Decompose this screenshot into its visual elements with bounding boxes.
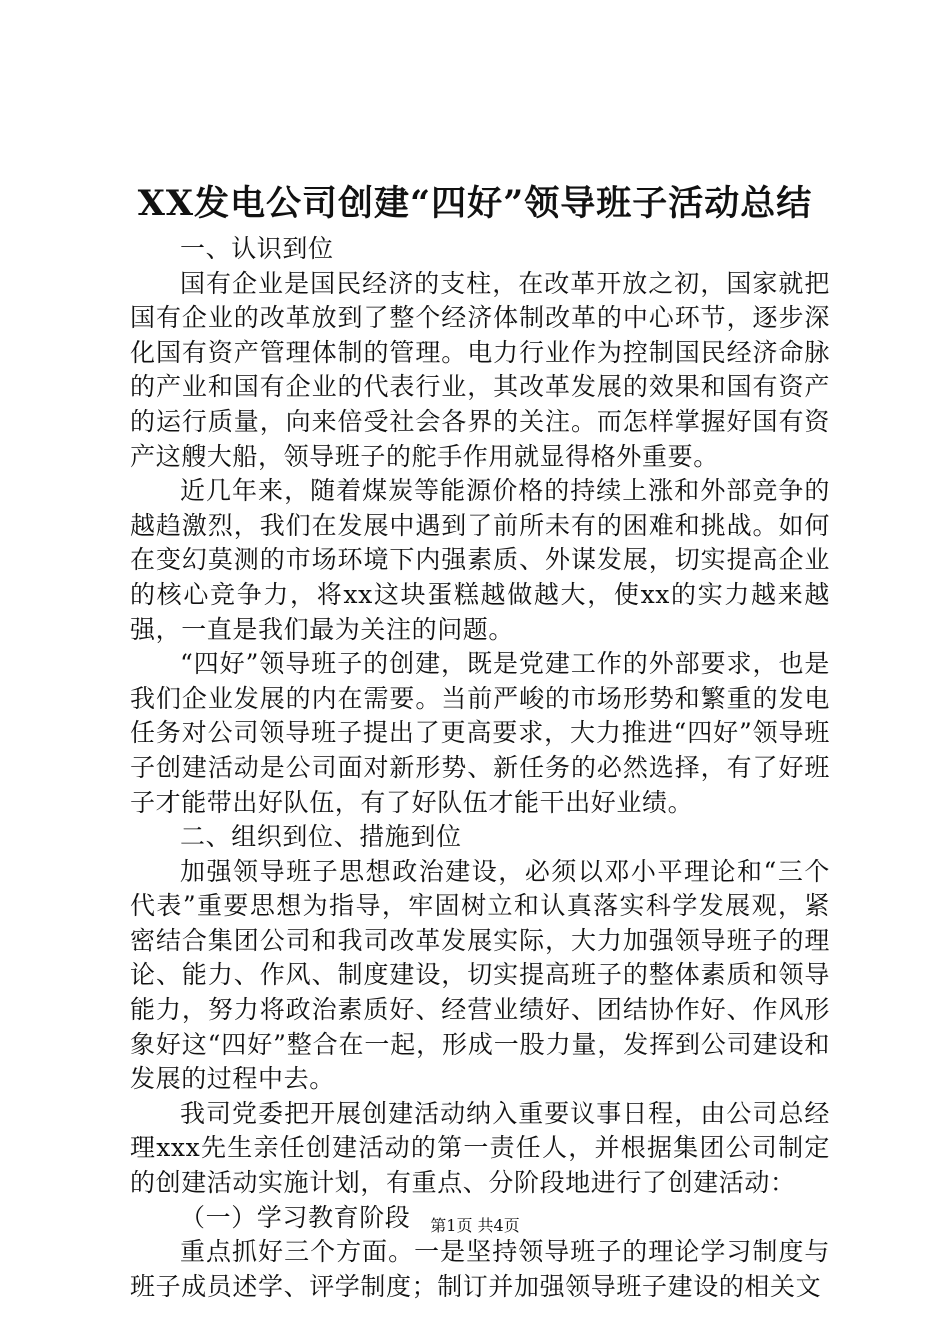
paragraph: 我司党委把开展创建活动纳入重要议事日程，由公司总经理xxx先生亲任创建活动的第一责任人，并根据集团公司制定的创建活动实施计划，有重点、分阶段地进行了创建活动： [130,1098,830,1198]
paragraph: 重点抓好三个方面。一是坚持领导班子的理论学习制度与班子成员述学、评学制度；制订并加强领导班子建设的相关文 [130,1237,830,1301]
document-title: XX发电公司创建“四好”领导班子活动总结 [137,183,813,224]
paragraph: “四好”领导班子的创建，既是党建工作的外部要求，也是我们企业发展的内在需要。当前严峻的市场形势和繁重的发电任务对公司领导班子提出了更高要求，大力推进“四好”领导班子创建活动是公司面对新形势、新任务的必然选择，有了好班子才能带出好队伍，有了好队伍才能干出好业绩。 [130,649,830,817]
document-body [130,232,830,1304]
page-footer: 第1页 共4页 [430,1216,520,1235]
paragraph: 加强领导班子思想政治建设，必须以邓小平理论和“三个代表”重要思想为指导，牢固树立和认真落实科学发展观，紧密结合集团公司和我司改革发展实际，大力加强领导班子的理论、能力、作风、制度建设，切实提高班子的整体素质和领导能力，努力将政治素质好、经营业绩好、团结协作好、作风形象好这“四好”整合在一起，形成一股力量，发挥到公司建设和发展的过程中去。 [130,856,830,1094]
paragraph: 近几年来，随着煤炭等能源价格的持续上涨和外部竞争的越趋激烈，我们在发展中遇到了前所未有的困难和挑战。如何在变幻莫测的市场环境下内强素质、外谋发展，切实提高企业的核心竞争力，将xx这块蛋糕越做越大，使xx的实力越来越强，一直是我们最为关注的问题。 [130,476,830,644]
subsection-heading: （一）学习教育阶段 [180,1202,411,1232]
section-heading: 一、认识到位 [180,234,334,263]
section-heading: 二、组织到位、措施到位 [180,822,462,852]
paragraph: 国有企业是国民经济的支柱，在改革开放之初，国家就把国有企业的改革放到了整个经济体制改革的中心环节，逐步深化国有资产管理体制的管理。电力行业作为控制国民经济命脉的产业和国有企业的代表行业，其改革发展的效果和国有资产的运行质量，向来倍受社会各界的关注。而怎样掌握好国有资产这艘大船，领导班子的舵手作用就显得格外重要。 [130,268,830,471]
